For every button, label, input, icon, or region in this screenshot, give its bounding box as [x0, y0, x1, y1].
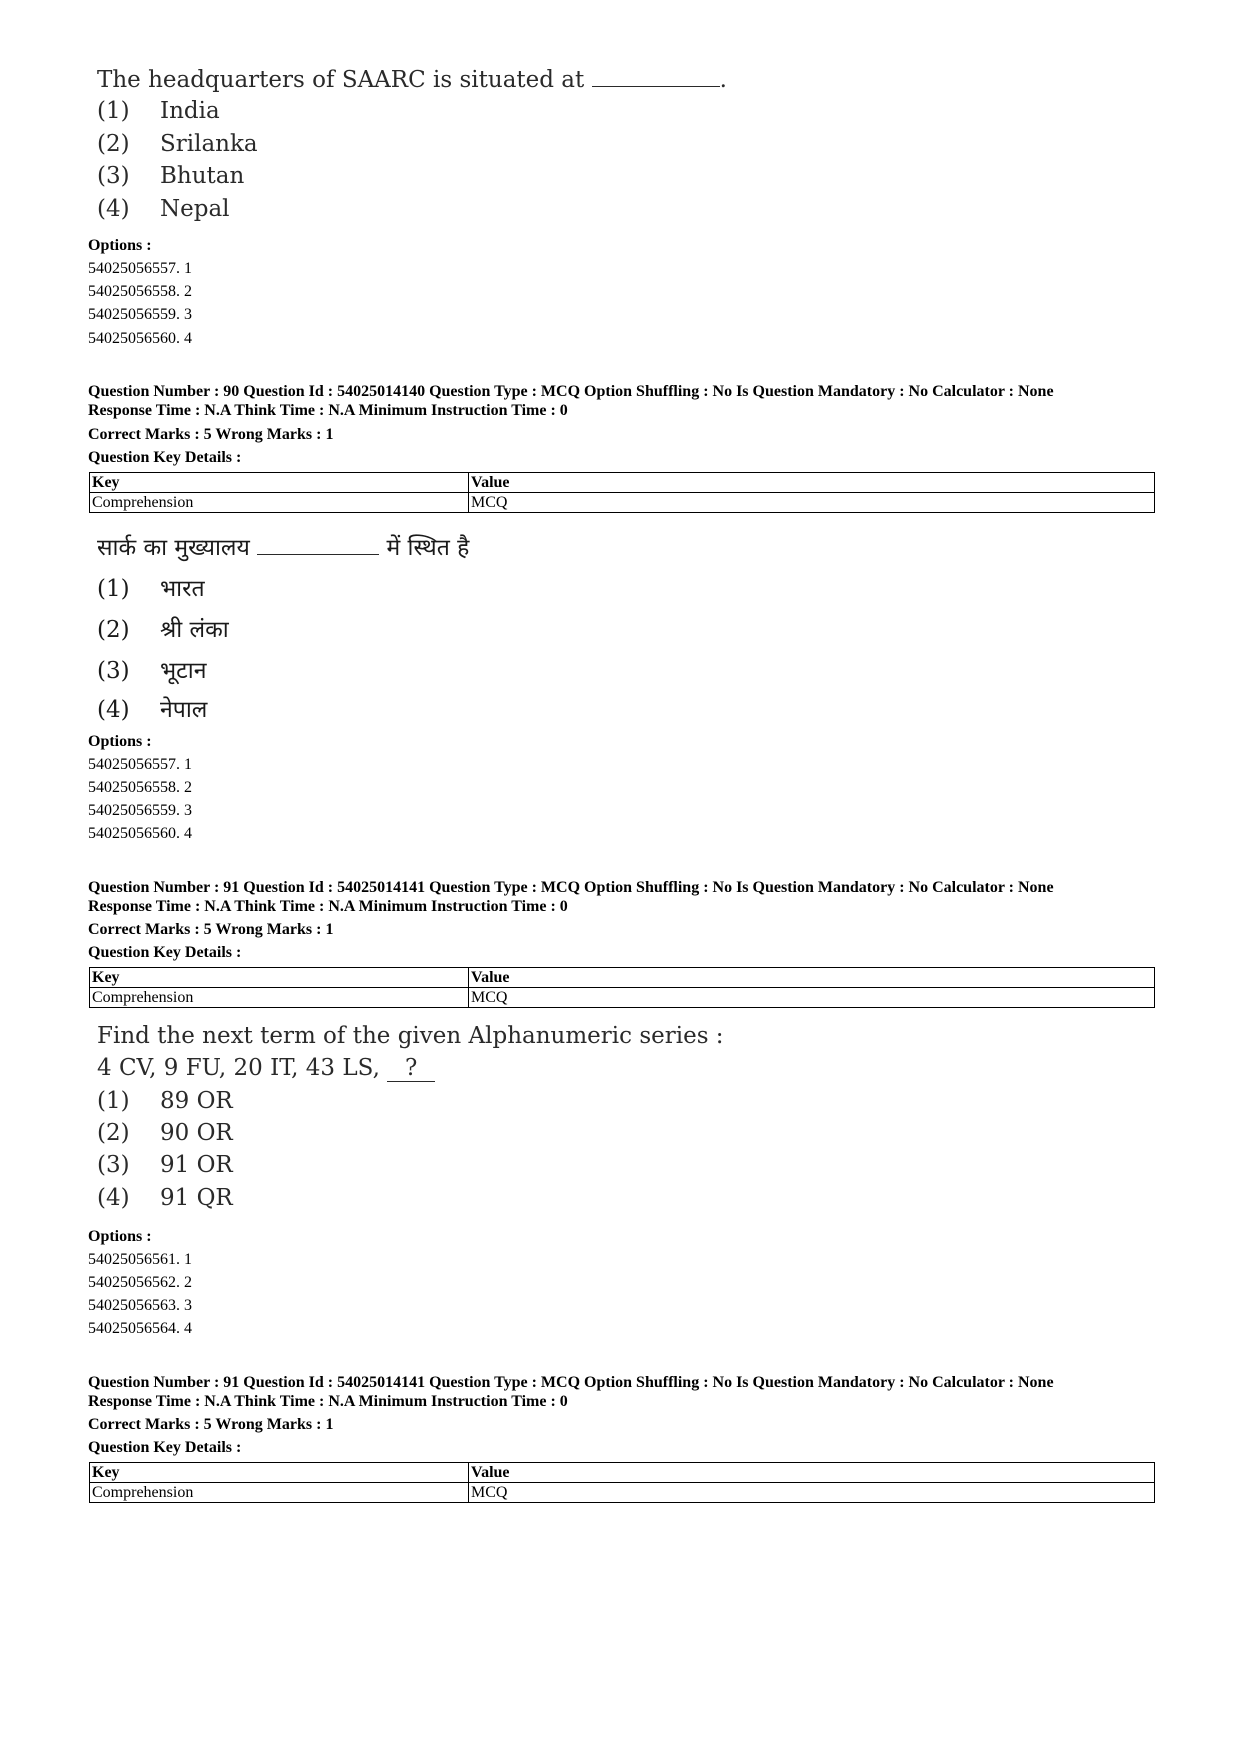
key-details-table: [89, 1462, 1155, 1503]
option-id-4: 54025056560. 4: [88, 330, 192, 347]
choice-2: (2) Srilanka: [97, 131, 258, 157]
choice-4: (4) 91 QR: [97, 1185, 233, 1211]
option-id-3: 54025056559. 3: [88, 802, 192, 819]
option-id-2: 54025056558. 2: [88, 283, 192, 300]
choice-3: (3) भूटान: [97, 658, 207, 684]
question-series: [97, 1055, 435, 1082]
choice-3: (3) Bhutan: [97, 163, 245, 189]
options-label: Options :: [88, 237, 152, 254]
question-text: The headquarters of SAARC is situated at .: [97, 67, 727, 93]
answer-blank: ?: [387, 1055, 435, 1082]
table-header-key: Key: [90, 1463, 469, 1483]
question-stem: The headquarters of SAARC is situated at: [97, 67, 585, 93]
answer-blank: [257, 534, 379, 555]
series-terms: 4 CV, 9 FU, 20 IT, 43 LS,: [97, 1055, 380, 1081]
options-label: Options :: [88, 733, 152, 750]
question-stem-pre: सार्क का मुख्यालय: [97, 535, 250, 561]
option-id-3: 54025056563. 3: [88, 1297, 192, 1314]
table-cell-value: MCQ: [469, 493, 1155, 513]
option-id-1: 54025056561. 1: [88, 1251, 192, 1268]
question-text-hindi: [97, 530, 469, 562]
choice-3: (3) 91 OR: [97, 1152, 233, 1178]
choice-4: (4) Nepal: [97, 196, 230, 222]
question-stem-post: में स्थित है: [386, 535, 470, 561]
key-details-label: Question Key Details :: [88, 449, 242, 466]
question-meta: Question Number : 91 Question Id : 54025014141 Question Type : MCQ Option Shuffling : No Is Question Mandatory : No Calculator : None: [88, 879, 1054, 896]
question-meta-timing: Response Time : N.A Think Time : N.A Minimum Instruction Time : 0: [88, 402, 568, 419]
choice-2: (2) 90 OR: [97, 1120, 233, 1146]
choice-4: (4) नेपाल: [97, 697, 208, 723]
question-meta: Question Number : 90 Question Id : 54025014140 Question Type : MCQ Option Shuffling : No Is Question Mandatory : No Calculator : None: [88, 383, 1054, 400]
table-header-key: Key: [90, 968, 469, 988]
key-details-table: [89, 472, 1155, 513]
table-cell-key: Comprehension: [90, 493, 469, 513]
question-text: Find the next term of the given Alphanumeric series :: [97, 1023, 724, 1049]
marks-line: Correct Marks : 5 Wrong Marks : 1: [88, 921, 334, 938]
table-header-key: Key: [90, 473, 469, 493]
table-header-value: Value: [469, 968, 1155, 988]
option-id-4: 54025056560. 4: [88, 825, 192, 842]
marks-line: Correct Marks : 5 Wrong Marks : 1: [88, 426, 334, 443]
key-details-label: Question Key Details :: [88, 1439, 242, 1456]
choice-1: (1) India: [97, 98, 220, 124]
choice-2: (2) श्री लंका: [97, 617, 229, 643]
option-id-1: 54025056557. 1: [88, 756, 192, 773]
option-id-1: 54025056557. 1: [88, 260, 192, 277]
option-id-2: 54025056562. 2: [88, 1274, 192, 1291]
table-header-value: Value: [469, 473, 1155, 493]
answer-blank: [592, 66, 720, 87]
table-cell-value: MCQ: [469, 1483, 1155, 1503]
marks-line: Correct Marks : 5 Wrong Marks : 1: [88, 1416, 334, 1433]
table-cell-value: MCQ: [469, 988, 1155, 1008]
option-id-4: 54025056564. 4: [88, 1320, 192, 1337]
question-meta-timing: Response Time : N.A Think Time : N.A Minimum Instruction Time : 0: [88, 1393, 568, 1410]
key-details-table: [89, 967, 1155, 1008]
option-id-3: 54025056559. 3: [88, 306, 192, 323]
table-cell-key: Comprehension: [90, 1483, 469, 1503]
option-id-2: 54025056558. 2: [88, 779, 192, 796]
choice-1: (1) 89 OR: [97, 1088, 233, 1114]
question-meta-timing: Response Time : N.A Think Time : N.A Minimum Instruction Time : 0: [88, 898, 568, 915]
question-meta: Question Number : 91 Question Id : 54025014141 Question Type : MCQ Option Shuffling : No Is Question Mandatory : No Calculator : None: [88, 1374, 1054, 1391]
choice-1: (1) भारत: [97, 576, 205, 602]
table-header-value: Value: [469, 1463, 1155, 1483]
table-cell-key: Comprehension: [90, 988, 469, 1008]
key-details-label: Question Key Details :: [88, 944, 242, 961]
options-label: Options :: [88, 1228, 152, 1245]
